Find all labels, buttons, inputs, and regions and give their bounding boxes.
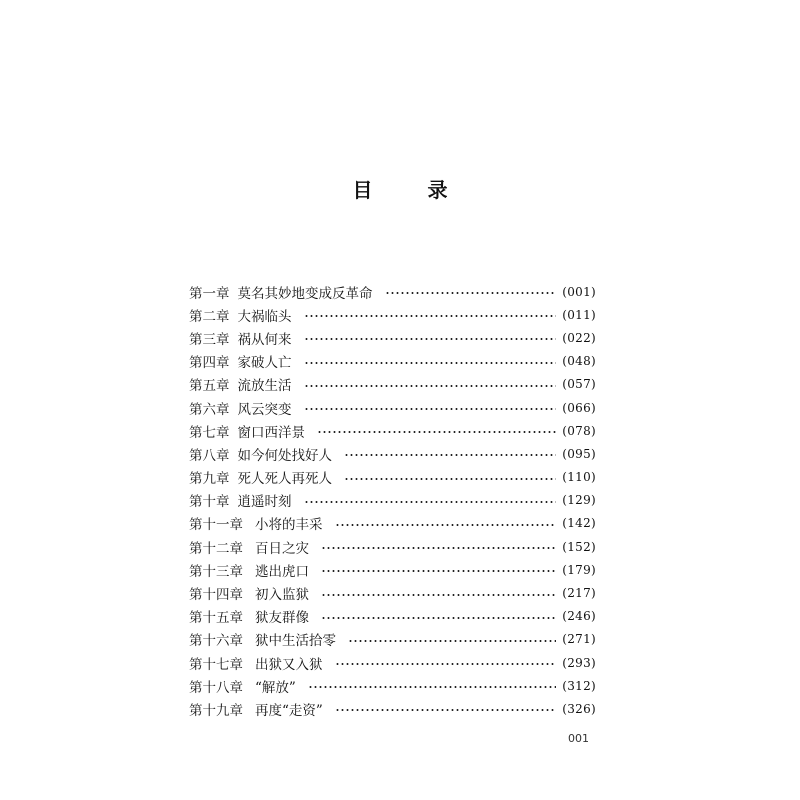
dot-leader bbox=[335, 524, 557, 526]
toc-entry bbox=[189, 326, 596, 349]
chapter-page: (293) bbox=[562, 655, 596, 670]
chapter-number: 第二章 bbox=[189, 308, 230, 325]
chapter-title: 百日之灾 bbox=[255, 540, 309, 557]
dot-leader bbox=[344, 478, 556, 480]
chapter-page: (152) bbox=[562, 539, 596, 554]
toc-entry bbox=[189, 605, 596, 628]
toc-entry bbox=[189, 489, 596, 512]
chapter-title: 小将的丰采 bbox=[255, 517, 323, 534]
dot-leader bbox=[348, 640, 556, 642]
dot-leader bbox=[335, 663, 557, 665]
chapter-page: (326) bbox=[562, 701, 596, 716]
chapter-number: 第一章 bbox=[189, 285, 230, 302]
chapter-title: 家破人亡 bbox=[237, 355, 292, 372]
table-of-contents bbox=[189, 280, 596, 721]
chapter-number: 第十六章 bbox=[189, 633, 243, 650]
chapter-number: 第十七章 bbox=[189, 656, 243, 673]
dot-leader bbox=[308, 686, 556, 688]
toc-entry bbox=[189, 442, 596, 465]
chapter-number: 第十五章 bbox=[189, 610, 243, 627]
dot-leader bbox=[304, 408, 557, 410]
chapter-page: (066) bbox=[562, 400, 596, 415]
chapter-number: 第十九章 bbox=[189, 702, 243, 719]
chapter-number: 第五章 bbox=[189, 378, 230, 395]
toc-entry bbox=[189, 628, 596, 651]
toc-entry bbox=[189, 350, 596, 373]
chapter-page: (179) bbox=[562, 562, 596, 577]
chapter-title: 逍遥时刻 bbox=[237, 494, 292, 511]
chapter-page: (095) bbox=[562, 446, 596, 461]
page-number: 001 bbox=[568, 732, 589, 745]
page-title: 目 录 bbox=[352, 178, 472, 202]
chapter-page: (217) bbox=[562, 586, 596, 601]
chapter-number: 第十章 bbox=[189, 494, 230, 511]
chapter-title: 死人死人再死人 bbox=[237, 471, 332, 488]
dot-leader bbox=[304, 501, 557, 503]
chapter-page: (078) bbox=[562, 423, 596, 438]
toc-entry bbox=[189, 535, 596, 558]
chapter-page: (142) bbox=[562, 516, 596, 531]
toc-entry bbox=[189, 303, 596, 326]
chapter-page: (312) bbox=[562, 678, 596, 693]
dot-leader bbox=[304, 362, 557, 364]
chapter-number: 第十八章 bbox=[189, 679, 243, 696]
chapter-page: (246) bbox=[562, 609, 596, 624]
toc-entry bbox=[189, 697, 596, 720]
chapter-number: 第七章 bbox=[189, 424, 230, 441]
dot-leader bbox=[385, 292, 557, 294]
chapter-title: “解放” bbox=[255, 679, 296, 696]
toc-entry bbox=[189, 581, 596, 604]
toc-entry bbox=[189, 558, 596, 581]
chapter-number: 第六章 bbox=[189, 401, 230, 418]
chapter-page: (110) bbox=[562, 470, 596, 485]
chapter-page: (048) bbox=[562, 354, 596, 369]
chapter-page: (057) bbox=[562, 377, 596, 392]
toc-entry bbox=[189, 466, 596, 489]
chapter-page: (011) bbox=[562, 307, 596, 322]
chapter-number: 第十三章 bbox=[189, 563, 243, 580]
dot-leader bbox=[317, 431, 556, 433]
chapter-title: 逃出虎口 bbox=[255, 563, 309, 580]
chapter-title: 狱友群像 bbox=[255, 610, 309, 627]
chapter-title: 狱中生活拾零 bbox=[255, 633, 336, 650]
toc-entry bbox=[189, 419, 596, 442]
chapter-title: 莫名其妙地变成反革命 bbox=[237, 285, 373, 302]
chapter-number: 第十二章 bbox=[189, 540, 243, 557]
dot-leader bbox=[321, 617, 556, 619]
chapter-page: (271) bbox=[562, 632, 596, 647]
chapter-page: (129) bbox=[562, 493, 596, 508]
chapter-title: 风云突变 bbox=[237, 401, 292, 418]
chapter-title: 再度“走资” bbox=[255, 702, 323, 719]
toc-entry bbox=[189, 280, 596, 303]
toc-entry bbox=[189, 512, 596, 535]
chapter-number: 第四章 bbox=[189, 355, 230, 372]
chapter-title: 大祸临头 bbox=[237, 308, 292, 325]
chapter-title: 流放生活 bbox=[237, 378, 292, 395]
dot-leader bbox=[321, 570, 556, 572]
dot-leader bbox=[304, 385, 557, 387]
chapter-number: 第十一章 bbox=[189, 517, 243, 534]
chapter-number: 第八章 bbox=[189, 447, 230, 464]
chapter-title: 出狱又入狱 bbox=[255, 656, 323, 673]
chapter-number: 第三章 bbox=[189, 331, 230, 348]
chapter-number: 第九章 bbox=[189, 471, 230, 488]
dot-leader bbox=[304, 315, 557, 317]
chapter-number: 第十四章 bbox=[189, 587, 243, 604]
chapter-page: (022) bbox=[562, 330, 596, 345]
toc-entry bbox=[189, 651, 596, 674]
dot-leader bbox=[304, 338, 557, 340]
chapter-title: 初入监狱 bbox=[255, 587, 309, 604]
dot-leader bbox=[321, 594, 556, 596]
chapter-title: 如今何处找好人 bbox=[237, 447, 332, 464]
chapter-page: (001) bbox=[562, 284, 596, 299]
toc-entry bbox=[189, 396, 596, 419]
toc-entry bbox=[189, 373, 596, 396]
toc-entry bbox=[189, 674, 596, 697]
chapter-title: 窗口西洋景 bbox=[237, 424, 305, 441]
dot-leader bbox=[344, 454, 556, 456]
dot-leader bbox=[335, 709, 556, 711]
dot-leader bbox=[321, 547, 556, 549]
chapter-title: 祸从何来 bbox=[237, 331, 292, 348]
